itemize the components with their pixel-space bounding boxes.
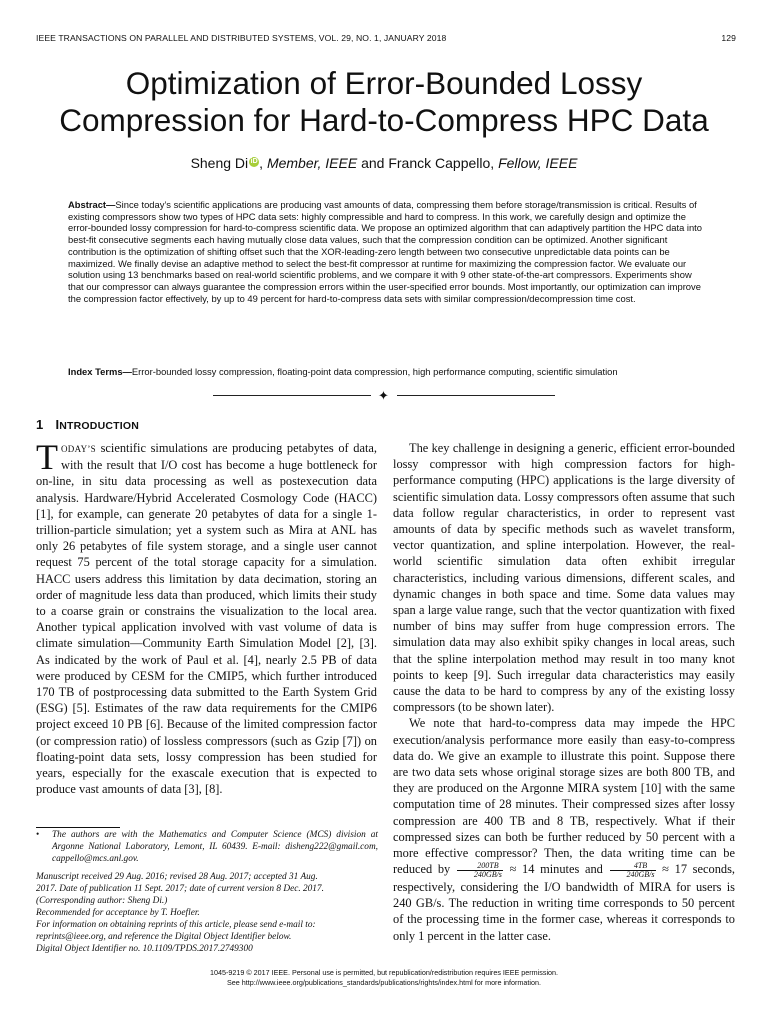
index-terms	[68, 366, 728, 378]
fraction-1-numerator: 200TB	[457, 862, 503, 871]
copyright-footer	[20, 968, 748, 987]
intro-paragraph-1	[36, 437, 377, 797]
section-title-rest: NTRODUCTION	[59, 420, 140, 432]
divider-line-right	[397, 395, 555, 396]
right-column	[393, 440, 735, 944]
author-joiner: and Franck Cappello,	[357, 155, 499, 171]
manuscript-note-line: Manuscript received 29 Aug. 2016; revised 28 Aug. 2017; accepted 31 Aug.	[36, 872, 318, 882]
doi-line: Digital Object Identifier no. 10.1109/TPDS.2017.2749300	[36, 944, 253, 954]
journal-name: IEEE TRANSACTIONS ON PARALLEL AND DISTRIBUTED SYSTEMS, VOL. 29, NO. 1, JANUARY 2018	[36, 33, 447, 43]
lead-word: ODAY’S	[61, 444, 96, 454]
paper-title	[20, 65, 748, 139]
manuscript-note-line: 2017. Date of publication 11 Sept. 2017; date of current version 8 Dec. 2017.	[36, 884, 324, 894]
intro-paragraph-2: The key challenge in designing a generic, efficient error-bounded lossy compressor with high compression factors for high-performance computing (HPC) applications is the large diversity of scientific simulation data. Lossy compressors often assume that such data follow regular characteristics, in order to represent vast amounts of data by specific methods such as wavelet transform, vector quantization, and spline interpolation. However, the real-world scientific simulation data often exhibit irregular characteristics, including various dimensions, different scales, and dynamic changes in both space and time. Some data values may span a large value range, such that the vector quantization with fixed number of bins may suffer from huge compression errors. The simulation data may also exhibit spiky changes in local areas, such that the spline interpolation method may result in too many knot points to keep [9]. Such irregular data characteristics may easily cause the data to be hard to compress by any of the existing lossy compressors (to be shown later).	[393, 441, 735, 715]
manuscript-note-line: (Corresponding author: Sheng Di.)	[36, 896, 168, 906]
divider-line-left	[213, 395, 371, 396]
footnote-rule	[36, 827, 120, 828]
intro-paragraph-3-text-b: ≈ 14 minutes and	[503, 862, 609, 877]
manuscript-note-line: For information on obtaining reprints of this article, please send e-mail to:	[36, 920, 316, 930]
abstract	[68, 199, 702, 304]
intro-paragraph-3-text-a: We note that hard-to-compress data may impede the HPC execution/analysis performance more easily than easy-to-compress data do. We give an example to illustrate this point. Suppose there are two data sets whose original storage sizes are both 800 TB, and they are produced on the Argonne MIRA system [10] with the same computation time of 28 minutes. Their compressed sizes after lossy compression are 400 TB and 8 TB, respectively. What if their compressed sizes can both be further reduced by 50 percent with a more effective compressor? Then, the data writing time can be reduced by	[393, 716, 735, 877]
section-divider	[213, 388, 555, 404]
author-1-role: Member, IEEE	[266, 155, 358, 171]
section-title-initial: I	[55, 417, 60, 432]
section-heading	[36, 417, 139, 432]
divider-diamond-icon: ✦	[378, 388, 389, 403]
affiliation-text: The authors are with the Mathematics and Computer Science (MCS) division at Argonne National Laboratory, Lemont, IL 60439. E-mail: disheng222@gmail.com, cappello@mcs.anl.gov.	[52, 830, 378, 864]
abstract-text: Since today’s scientific applications are producing vast amounts of data, compressing them before storage/transmission is critical. Results of existing compressors show two types of HPC data sets: highly compressible and hard to compress. In this work, we carefully design and optimize the error-bounded lossy compression for hard-to-compress scientific data. We propose an optimized algorithm that can adaptively partition the HPC data into best-fit consecutive segments each having mutually close data values, such that the compression condition can be optimized. Another significant contribution is the optimization of shifting offset such that the XOR-leading-zero length between two consecutive unpredictable data points can be maximized. We finally devise an adaptive method to select the best-fit compressor at runtime for maximizing the compression factor. We evaluate our solution using 13 benchmarks based on real-world scientific problems, and we compare it with 9 other state-of-the-art compressors. Experiments show that our compressor can always guarantee the compression errors within the user-specified error bounds. Most importantly, our optimization can improve the compression factor effectively, by up to 49 percent for hard-to-compress data sets with similar compression/decompression time cost.	[68, 199, 702, 304]
intro-paragraph-3-text-c: ≈ 17 seconds, respectively, considering the I/O bandwidth of MIRA for users is 240 GB/s. The reduction in writing time corresponds to 50 percent of the processing time in the former case, whereas it corresponds to only 1 percent in the latter case.	[393, 862, 735, 943]
author-2-role: Fellow, IEEE	[498, 155, 578, 171]
page-number: 129	[721, 33, 736, 43]
manuscript-note-line: reprints@ieee.org, and reference the Digital Object Identifier below.	[36, 932, 292, 942]
manuscript-note-line: Recommended for acceptance by T. Hoefler.	[36, 908, 200, 918]
fraction-1	[457, 862, 503, 879]
rights-link-line[interactable]: See http://www.ieee.org/publications_standards/publications/rights/index.html for more information.	[226, 977, 542, 987]
author-1-name: Sheng Di	[190, 155, 249, 171]
index-terms-label: Index Terms—	[68, 366, 132, 377]
manuscript-notes	[36, 871, 378, 955]
abstract-label: Abstract—	[68, 199, 116, 210]
bullet-icon: •	[36, 830, 40, 840]
section-number: 1	[36, 417, 44, 432]
drop-cap: T	[36, 437, 58, 477]
intro-paragraph-1-text: scientific simulations are producing petabytes of data, with the result that I/O cost has become a huge bottleneck for on-line, in situ data processing as well as postexecution data analysis. Hardware/Hybrid Accelerated Cosmology Code (HACC) [1], for example, can generate 20 petabytes of data for a single 1-trillion-particle simulation; yet a system such as Mira at ANL has only 26 petabytes of file system storage, and a single user cannot request 75 percent of the total storage capacity for a simulation. HACC users address this limitation by data decimation, storing an order of magnitude less data than produced, which limits their study to a coarse grain or constrains the visualization to the local area. Another typical application involved with vast volume of data is climate simulation—Community Earth Simulation Model [2], [3]. As indicated by the work of Paul et al. [4], nearly 2.5 PB of data were produced by CESM for the CMIP5, which further introduced 170 TB of postprocessing data submitted to the Earth System Grid (ESG) [5]. Estimates of the raw data requirements for the CMIP6 project exceed 10 PB [6]. Because of the limited compression factor (or compression ratio) of lossless compressors (such as Gzip [7]) on floating-point data sets, lossy compression has been studied for years, especially for the exascale execution that is expected to produce vast amounts of data [3], [8].	[36, 441, 377, 797]
footnotes	[36, 829, 378, 955]
index-terms-text: Error-bounded lossy compression, floating-point data compression, high performance computing, scientific simulation	[131, 366, 618, 377]
fraction-2-denominator: 240GB/s	[626, 869, 655, 879]
affiliation-note	[36, 829, 378, 865]
author-line: Sheng Di iD , Member, IEEE and Franck Cappello, Fellow, IEEE	[190, 155, 578, 171]
copyright-line: 1045-9219 © 2017 IEEE. Personal use is permitted, but republication/redistribution requires IEEE permission.	[209, 968, 559, 977]
left-column	[36, 437, 377, 797]
intro-paragraph-3	[393, 715, 735, 943]
orcid-icon[interactable]: iD	[250, 158, 258, 165]
fraction-2-numerator: 4TB	[610, 862, 656, 871]
fraction-1-denominator: 240GB/s	[473, 869, 502, 879]
running-header	[36, 33, 736, 47]
title-line-2: Compression for Hard-to-Compress HPC Data	[59, 102, 709, 138]
title-line-1: Optimization of Error-Bounded Lossy	[125, 65, 643, 101]
fraction-2	[610, 862, 656, 879]
